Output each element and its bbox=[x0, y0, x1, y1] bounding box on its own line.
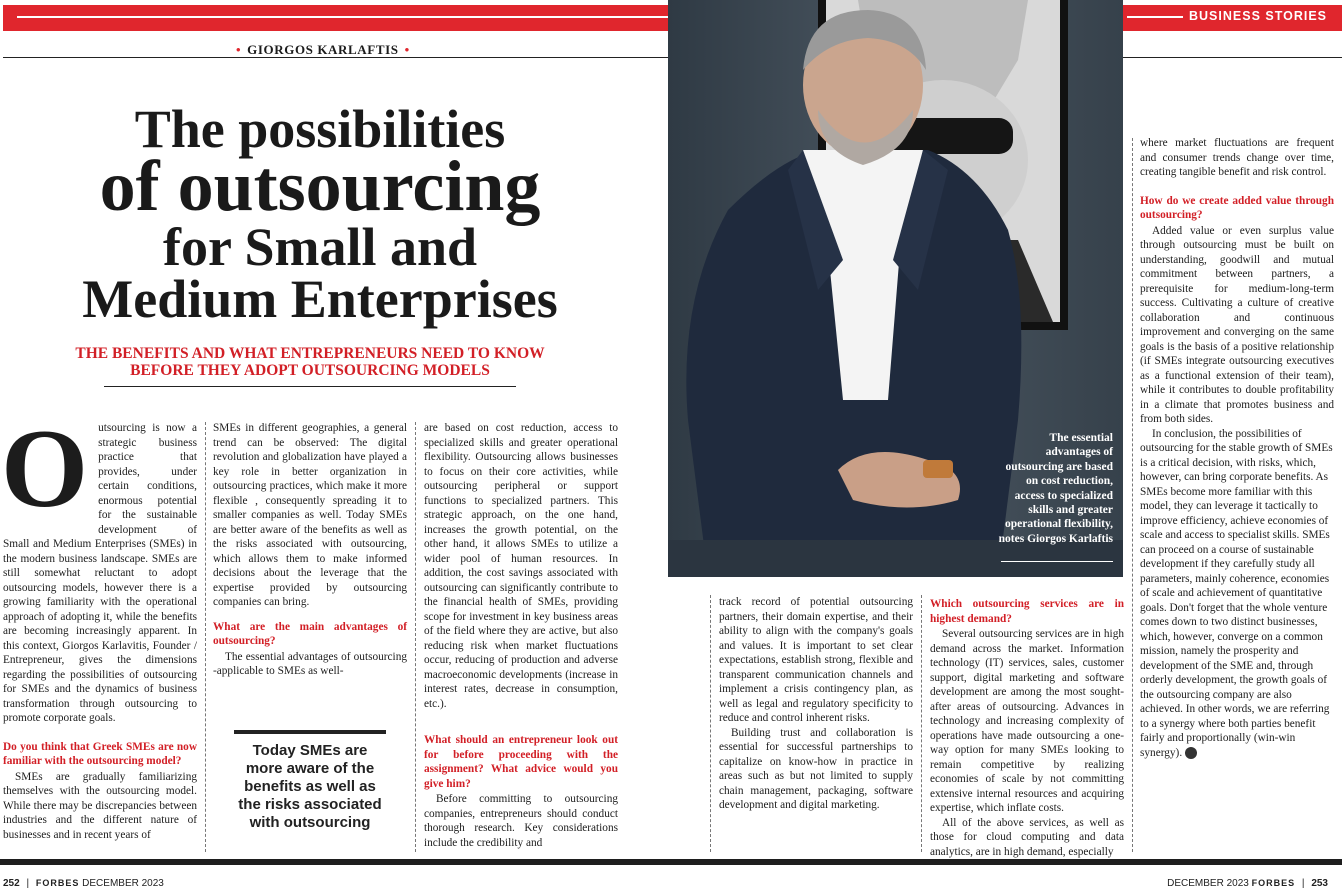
col5-paragraph-2: All of the above services, as well as those for cloud computing and data analytics, are in high demand, especially bbox=[930, 816, 1124, 858]
footer-left: 252 | FORBES DECEMBER 2023 bbox=[3, 878, 164, 889]
column-divider bbox=[415, 422, 416, 852]
column-1 bbox=[1, 407, 197, 842]
article-title bbox=[40, 99, 600, 329]
page-number-left: 252 bbox=[3, 878, 20, 889]
question-heading: Which outsourcing services are in highest demand? bbox=[930, 598, 1124, 625]
photo-caption: The essential advantages of outsourcing are based on cost reduction, access to specialized skills and greater operational flexibility, notes Giorgos Karlaftis bbox=[998, 432, 1113, 545]
header-red-bar-left bbox=[3, 5, 668, 31]
footer-date-right: DECEMBER 2023 bbox=[1167, 878, 1249, 889]
title-line-3: for Small and bbox=[162, 217, 478, 277]
question-heading: What should an entrepreneur look out for before proceeding with the assignment? What advice would you give him? bbox=[424, 734, 618, 790]
footer-right: DECEMBER 2023 FORBES | 253 bbox=[1167, 878, 1328, 889]
col4-paragraph-1: track record of potential outsourcing partners, their domain expertise, and their ability to align with the company's goals and values. It is important to set clear expectations, establish strong, flexible and transparent communication channels and implement a crisis contingency plan, as well as legal and regulatory specificity to reduce and control inherent risks. bbox=[719, 596, 913, 724]
column-divider bbox=[205, 422, 206, 852]
pull-quote: Today SMEs are more aware of the benefits as well as the risks associated with outsourcing bbox=[238, 742, 382, 831]
author-byline: • GIORGOS KARLAFTIS • bbox=[236, 42, 410, 57]
column-2 bbox=[213, 421, 407, 679]
caption-rule bbox=[1001, 561, 1113, 562]
col6-paragraph-1: where market fluctuations are frequent and consumer trends change over time, creating tangible benefit and risk control. bbox=[1140, 137, 1334, 178]
forbes-end-mark-icon: F bbox=[1185, 747, 1197, 759]
col2-paragraph-2: The essential advantages of outsourcing -applicable to SMEs as well- bbox=[213, 650, 407, 677]
col6-paragraph-2: Added value or even surplus value through outsourcing must be built on understanding, goodwill and mutual commitment between partners, a prerequisite for medium-long-term success. Cultivating a culture of creative collaboration and continuous improvement and converging on the same goals is the basis of a positive relationship (if SMEs integrate outsourcing executives as a functional extension of their team), while it contributes to double profitability in a climate that promotes business and from both sides. bbox=[1140, 224, 1334, 425]
column-divider bbox=[710, 595, 711, 852]
footer-brand-left: FORBES bbox=[35, 878, 80, 888]
header-rule-right bbox=[1123, 57, 1342, 58]
column-divider bbox=[921, 595, 922, 852]
question-heading: What are the main advantages of outsourcing? bbox=[213, 620, 407, 647]
column-4 bbox=[719, 595, 913, 813]
col3-paragraph-1: are based on cost reduction, access to specialized skills and greater operational flexibility. Outsourcing allows businesses to focus on their core activities, while outsourcing peripheral or support functions to specialized partners. This strategic approach, on the one hand, increases the growth potential, on the other hand, it allows SMEs to utilize a wider pool of human resources. In addition, the cost savings associated with outsourcing can significantly contribute to the financial health of SMEs, providing scope for investment in key business areas of the field where they are active, but also reducing risk when market fluctuations occur, reducing of production and adverse macroeconomic developments (increase in interest rates, decrease in consumption, etc.). bbox=[424, 422, 618, 710]
col2-paragraph-1: SMEs in different geographies, a general trend can be observed: The digital revolution and globalization have played a key role in better organization in outsourcing practices, which make it more flexible , consequently spreading it to smaller companies as well. Today SMEs are better aware of the benefits as well as the risks associated with outsourcing, which allows them to make informed decisions about the leverage that the expertise provided by outsourcing companies can bring. bbox=[213, 422, 407, 608]
question-heading: How do we create added value through outsourcing? bbox=[1140, 194, 1334, 221]
section-label: BUSINESS STORIES bbox=[1189, 9, 1328, 23]
column-5 bbox=[930, 587, 1124, 859]
drop-cap: O bbox=[1, 407, 89, 531]
column-6 bbox=[1140, 136, 1334, 760]
page-number-right: 253 bbox=[1311, 878, 1328, 889]
footer-date-left: DECEMBER 2023 bbox=[82, 878, 164, 889]
col6-paragraph-3: In conclusion, the possibilities of outsourcing for the stable growth of SMEs is a critical decision, with risks, which, however, can bring corporate benefits. As SMEs become more familiar with this model, they can leverage it tactically to improve efficiency, achieve economies of scale and access to specialist skills. SMEs can proceed on a course of sustainable development if they carefully study all parameters, mainly coherence, economies of scale and achievement of quantitative goals. Don't forget that the whole venture comes down to two distinct businesses, which, however, converge on a common mission, namely the prosperity and development of the SME and, through orderly development, the growth goals of the outsourcing company are also achieved. In other words, we are referring to a synergy where both parties benefit fairly and proportionally (win-win synergy). F bbox=[1140, 427, 1333, 759]
subtitle-rule bbox=[104, 386, 516, 387]
author-name: GIORGOS KARLAFTIS bbox=[247, 42, 399, 57]
column-3 bbox=[424, 421, 618, 850]
title-line-2: of outsourcing bbox=[99, 146, 541, 226]
footer-bar bbox=[0, 859, 1342, 865]
title-line-4: Medium Enterprises bbox=[82, 269, 558, 329]
article-subtitle: THE BENEFITS AND WHAT ENTREPRENEURS NEED TO KNOW BEFORE THEY ADOPT OUTSOURCING MODELS bbox=[75, 345, 545, 379]
col5-paragraph-1: Several outsourcing services are in high demand across the market. Information technology (IT) services, sales, customer support, digital marketing and software development are among the most sought-after areas of outsourcing. Advances in technology and increasing complexity of operations have made outsourcing a one-way option for many SMEs looking to remain competitive by realizing economies of scale by not committing extensive internal resources and acquiring expertise, which inflate costs. bbox=[930, 628, 1124, 814]
footer-brand-right: FORBES bbox=[1251, 878, 1296, 888]
column-divider bbox=[1132, 138, 1133, 852]
col3-paragraph-2: Before committing to outsourcing companies, entrepreneurs should conduct thorough research. Key considerations include the credibility and bbox=[424, 793, 618, 849]
question-heading: Do you think that Greek SMEs are now familiar with the outsourcing model? bbox=[3, 740, 197, 767]
title-line-1: The possibilities bbox=[134, 99, 506, 159]
col1-paragraph-1: utsourcing is now a strategic business practice that provides, under certain conditions, enormous potential for the sustainable development of Small and Medium Enterprises (SMEs) in the modern business landscape. SMEs are still somewhat reluctant to adopt outsourcing models, however there is a growing familiarity with the operational approach of adopting it, while the benefits are becoming increasingly apparent. In this context, Giorgos Karlavitis, Founder / Entrepreneur, gives the dimensions regarding the possibilities of outsourcing for SMEs and the dynamics of business transformation through outsourcing to promote corporate goals. bbox=[3, 422, 197, 724]
col4-paragraph-2: Building trust and collaboration is essential for successful partnerships to capitalize on know-how in practice in areas such as but not limited to supply chain management, packaging, software development and digital marketing. bbox=[719, 726, 913, 811]
col1-paragraph-2: SMEs are gradually familiarizing themselves with the outsourcing model. While there may be discrepancies between industries and the different nature of businesses and in recent years of bbox=[3, 770, 197, 841]
